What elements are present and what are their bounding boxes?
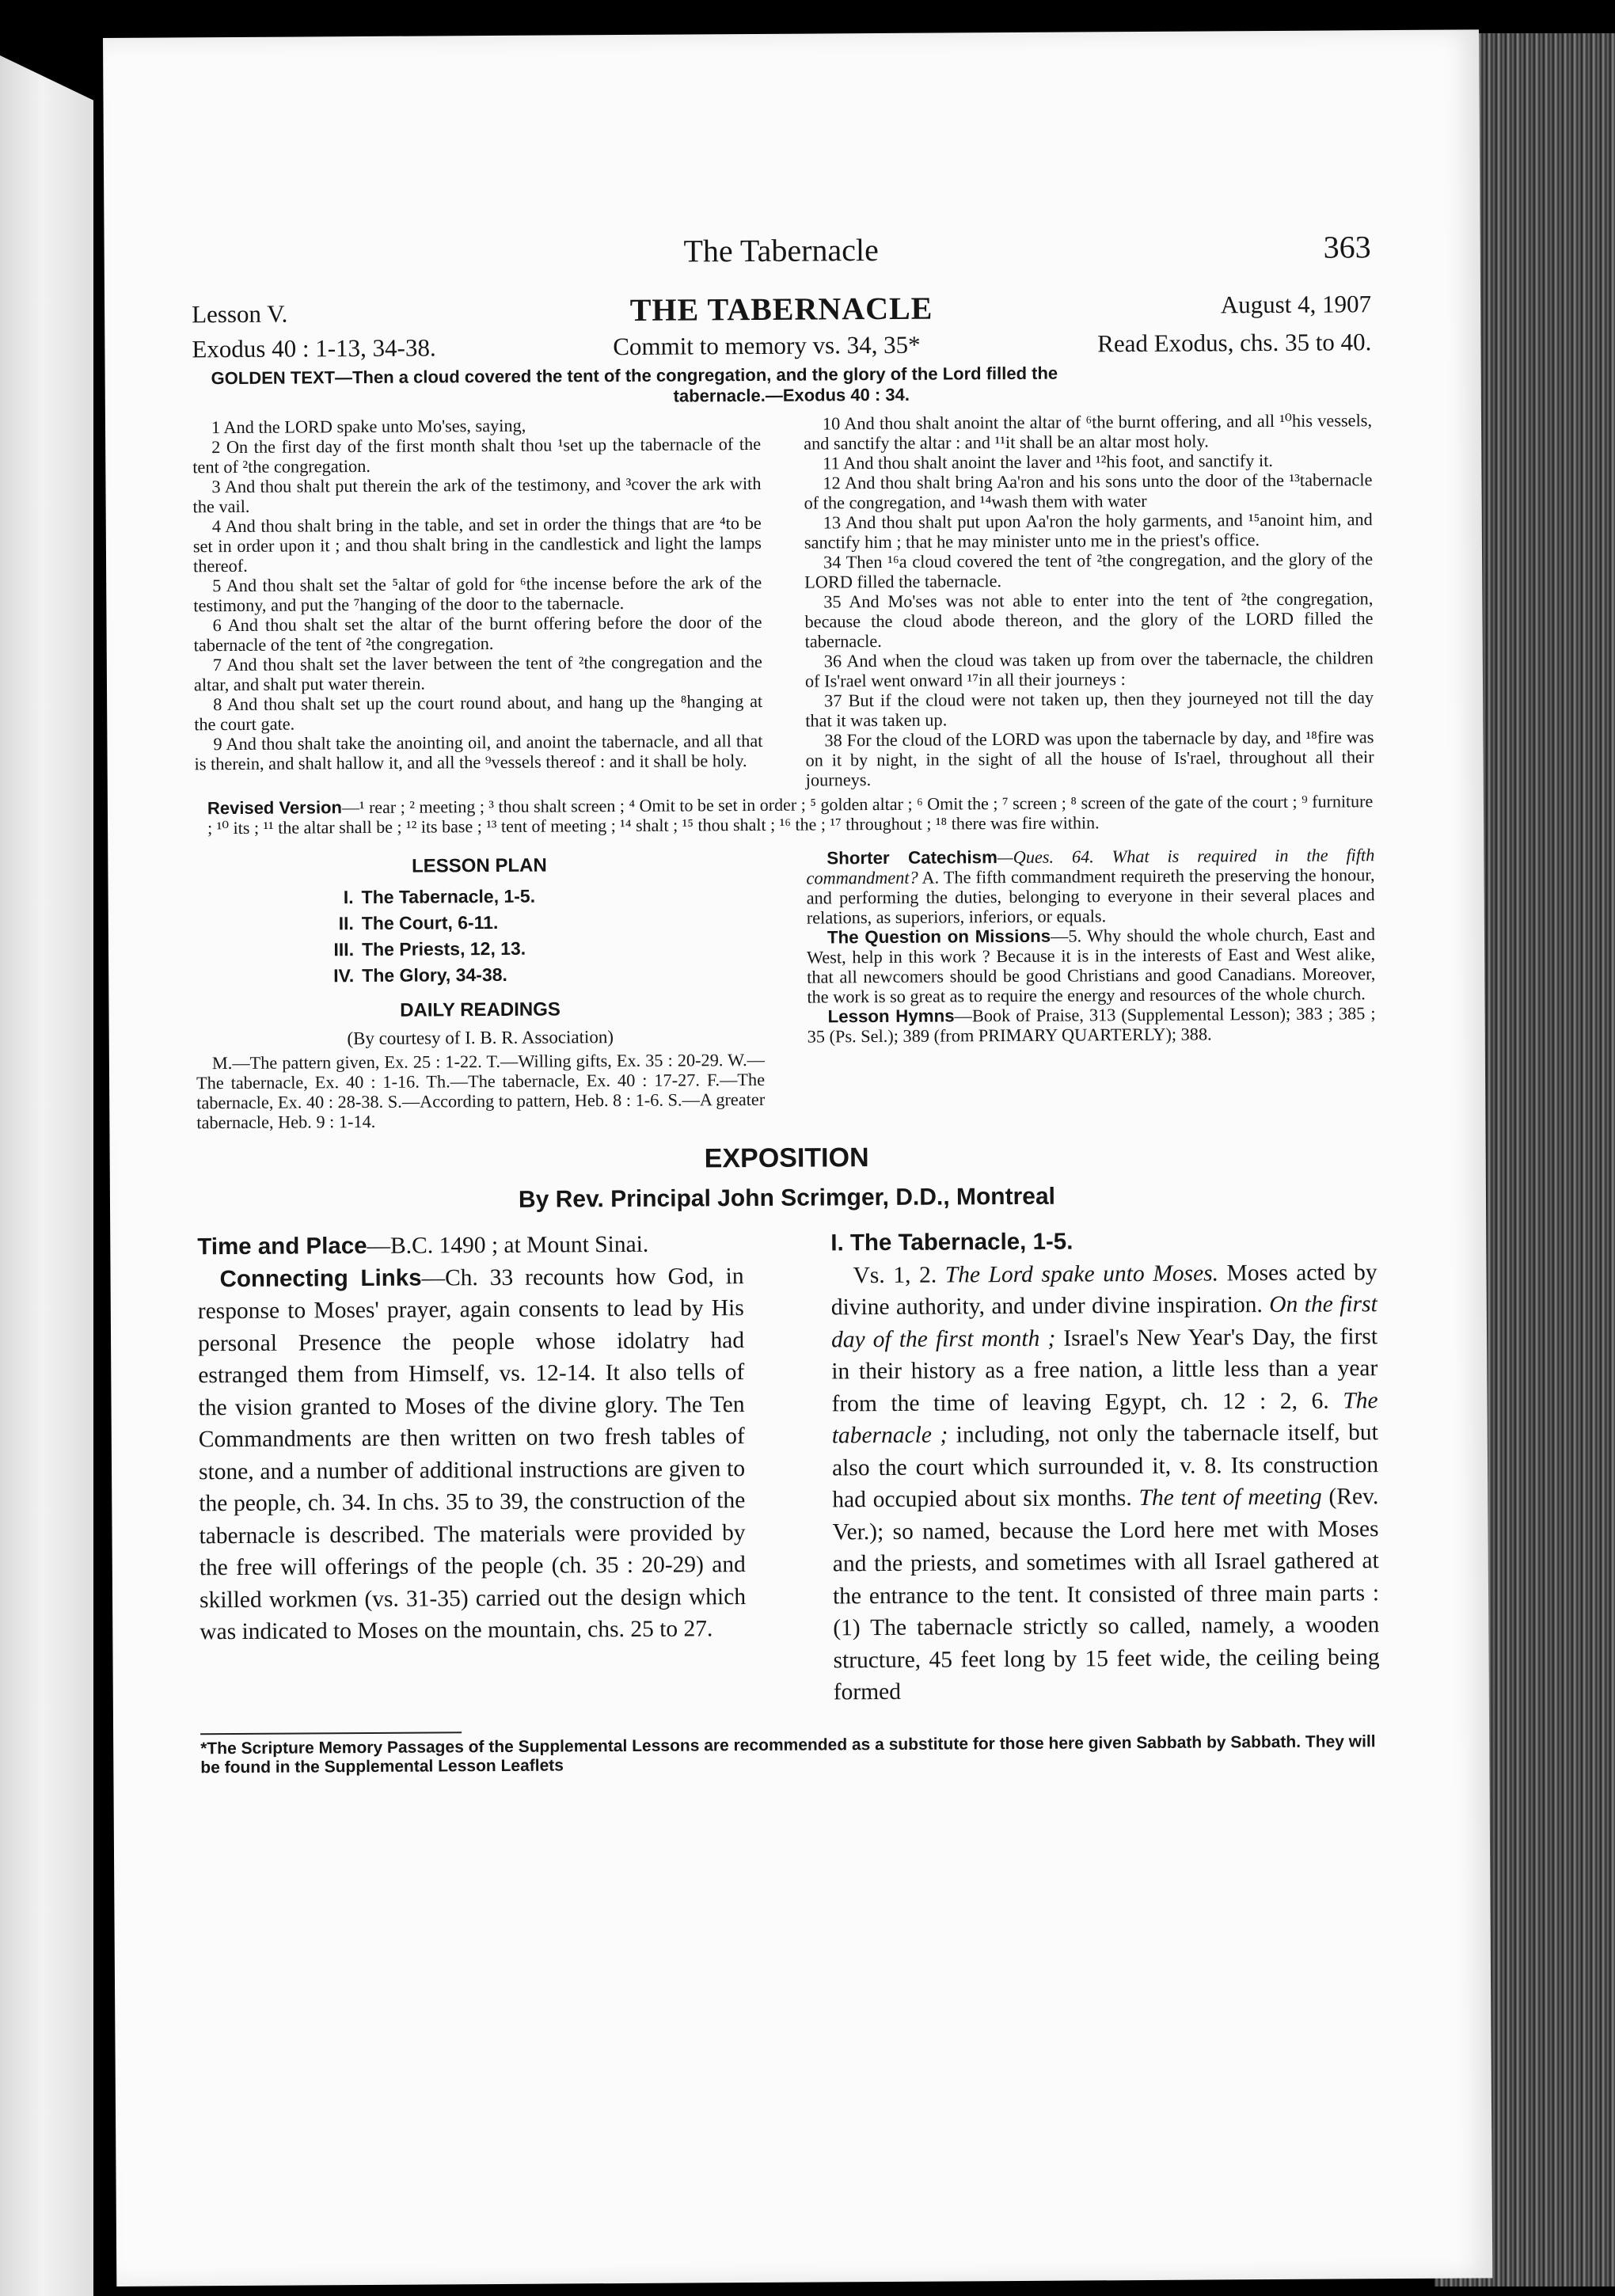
passage-reference: Exodus 40 : 1-13, 34-38.	[192, 333, 436, 363]
text-run: including, not only the tabernacle itself, but also the court which surrounded it, v. 8. Its construction had occupied about six months.	[831, 1420, 1379, 1513]
plan-numeral: I.	[343, 887, 354, 908]
daily-readings-text: M.—The pattern given, Ex. 25 : 1-22. T.—Willing gifts, Ex. 35 : 20-29. W.—The tabernacle, Ex. 40 : 1-16. Th.—The tabernacle, Ex. 40 : 17-27. F.—The tabernacle, Ex. 40 : 28-38. S.—According to pattern, Heb. 8 : 1-6. S.—A greater tabernacle, Heb. 9 : 1-14.	[196, 1049, 766, 1133]
lesson-date: August 4, 1907	[1220, 290, 1372, 319]
golden-text-rest: tabernacle.—Exodus 40 : 34.	[673, 384, 910, 406]
catechism-answer: A. The fifth commandment requireth the preserving the honour, and performing the duties, belonging to everyone in their several places and relations, as superiors, inferiors, or equals.	[806, 865, 1375, 928]
memory-verses: Commit to memory vs. 34, 35*	[613, 330, 921, 361]
daily-readings-title: DAILY READINGS	[400, 998, 560, 1021]
hymns-text: —Book of Praise, 313 (Supplemental Lesson); 383 ; 385 ; 35 (Ps. Sel.); 389 (from PRIMARY QUARTERLY); 388.	[807, 1003, 1376, 1047]
plan-numeral: IV.	[333, 965, 355, 986]
plan-text: The Priests, 12, 13.	[361, 937, 526, 960]
plan-text: The Tabernacle, 1-5.	[361, 885, 536, 908]
lesson-heading	[192, 287, 1371, 332]
exposition-body	[197, 1224, 1380, 1712]
text-run: Vs. 1, 2.	[853, 1262, 945, 1288]
time-and-place	[197, 1228, 743, 1264]
exposition-left-column	[197, 1228, 747, 1712]
verse: 6 And thou shalt set the altar of the burnt offering before the door of the tabernacle of the tent of ²the congregation.	[193, 611, 762, 656]
verse: 8 And thou shalt set up the court round about, and hang up the ⁸hanging at the court gate.	[194, 690, 763, 735]
author-line: By Rev. Principal John Scrimger, D.D., Montreal	[518, 1183, 1056, 1213]
missions-label: The Question on Missions	[826, 926, 1051, 948]
connecting-links-text: —Ch. 33 recounts how God, in response to Moses' prayer, again consents to lead by His personal Presence the people whose idolatry had estranged them from Himself, vs. 12-14. It also tells of the vision granted to Moses of the divine glory. The Ten Commandments are then written on two fresh tables of stone, and a number of additional instructions are given to the people, ch. 34. In chs. 35 to 39, the construction of the tabernacle is described. The materials were provided by the free will offerings of the people (ch. 35 : 20-29) and skilled workmen (vs. 31-35) carried out the design which was indicated to Moses on the mountain, chs. 25 to 27.	[197, 1263, 747, 1645]
shorter-catechism	[806, 845, 1375, 927]
catechism-ques: —Ques. 64.	[997, 846, 1094, 868]
verse: 9 And thou shalt take the anointing oil, and anoint the tabernacle, and all that is therein, and shalt hallow it, and all the ⁹vessels thereof : and it shall be holy.	[194, 730, 763, 774]
scripture-left-column	[192, 414, 763, 793]
previous-page-edge	[0, 55, 93, 2296]
exposition-right-column	[830, 1224, 1380, 1709]
golden-text-main: —Then a cloud covered the tent of the congregation, and the glory of the Lord filled the	[335, 363, 1058, 388]
running-head	[192, 228, 1371, 286]
text-run: The Lord spake unto Moses.	[944, 1260, 1219, 1288]
lesson-plan-title: LESSON PLAN	[411, 854, 547, 877]
scripture-right-column	[804, 410, 1374, 789]
text-run: The tent of meeting	[1138, 1484, 1322, 1511]
verse: 11 And thou shalt anoint the laver and ¹²his foot, and sanctify it.	[823, 450, 1273, 473]
verse: 5 And thou shalt set the ⁵altar of gold for ⁶the incense before the ark of the testimony, and put the ⁷hanging of the door to the tabernacle.	[193, 572, 762, 616]
footnote-rule	[200, 1732, 462, 1735]
exposition-paragraph	[830, 1256, 1379, 1709]
catechism-label: Shorter Catechism	[826, 847, 998, 869]
verse: 36 And when the cloud was taken up from over the tabernacle, the children of Is'rael went onward ¹⁷in all their journeys :	[804, 648, 1374, 691]
text-run: Moses acted by divine authority, and under divine inspiration.	[830, 1259, 1378, 1321]
verse: 13 And thou shalt put upon Aa'ron the holy garments, and ¹⁵anoint him, and sanctify him ; that he may minister unto me in the priest's office.	[804, 509, 1373, 553]
verse: 4 And thou shalt bring in the table, and set in order the things that are ⁴to be set in order upon it ; and thou shalt bring in the candlestick and light the lamps thereof.	[192, 512, 762, 576]
list-item	[322, 908, 764, 937]
reading-reference: Read Exodus, chs. 35 to 40.	[1097, 328, 1372, 358]
plan-numeral: II.	[338, 913, 354, 934]
revised-version-text: —¹ rear ; ² meeting ; ³ thou shalt screen ; ⁴ Omit to be set in order ; ⁵ golden altar ; ⁶ Omit the ; ⁷ screen ; ⁸ screen of the gate of the court ; ⁹ furniture ; ¹⁰ its ; ¹¹ the altar shall be ; ¹² its base ; ¹³ tent of meeting ; ¹⁴ shalt ; ¹⁵ thou shalt ; ¹⁶ the ; ¹⁷ throughout ; ¹⁸ there was fire within.	[207, 791, 1374, 838]
section-heading-text: I. The Tabernacle, 1-5.	[830, 1228, 1074, 1256]
verse: 38 For the cloud of the LORD was upon the tabernacle by day, and ¹⁸fire was on it by night, in the sight of all the house of Is'rael, throughout all their journeys.	[805, 727, 1374, 790]
page-content	[192, 228, 1381, 1777]
page-number: 363	[1323, 229, 1371, 265]
verse: 1 And the LORD spake unto Mo'ses, saying,	[211, 415, 526, 438]
verse: 7 And thou shalt set the laver between the tent of ²the congregation and the altar, and shalt put water therein.	[193, 651, 762, 695]
verse: 34 Then ¹⁶a cloud covered the tent of ²the congregation, and the glory of the LORD filled the tabernacle.	[804, 549, 1374, 592]
verse: 37 But if the cloud were not taken up, then they journeyed not till the day that it was taken up.	[805, 687, 1374, 731]
verse: 2 On the first day of the first month shalt thou ¹set up the tabernacle of the tent of ²the congregation.	[192, 433, 762, 477]
lesson-aids	[195, 845, 1376, 1132]
plan-numeral: III.	[333, 939, 355, 960]
daily-readings-credit: (By courtesy of I. B. R. Association)	[347, 1027, 614, 1049]
revised-version-label: Revised Version	[207, 797, 343, 819]
verse: 35 And Mo'ses was not able to enter into the tent of ²the congregation, because the cloud abode thereon, and the glory of the LORD filled the tabernacle.	[804, 588, 1374, 652]
list-item	[322, 960, 764, 989]
connecting-links	[197, 1260, 746, 1648]
footnote-text: *The Scripture Memory Passages of the Supplemental Lessons are recommended as a substitute for those here given Sabbath by Sabbath. They will be found in the Supplemental Lesson Leaflets	[200, 1732, 1376, 1777]
list-item	[322, 882, 764, 910]
connecting-links-label: Connecting Links	[219, 1264, 422, 1292]
plan-text: The Glory, 34-38.	[362, 964, 507, 986]
book-page	[103, 29, 1492, 2286]
verse: 3 And thou shalt put therein the ark of the testimony, and ³cover the ark with the vail.	[192, 473, 762, 517]
revised-version-notes	[207, 791, 1374, 838]
plan-text: The Court, 6-11.	[361, 911, 499, 934]
lesson-title: THE TABERNACLE	[629, 290, 933, 328]
verse: 10 And thou shalt anoint the altar of ⁶the burnt offering, and all ¹⁰his vessels, and sanctify the altar : and ¹¹it shall be an altar most holy.	[804, 410, 1373, 454]
verse: 12 And thou shalt bring Aa'ron and his sons unto the door of the ¹³tabernacle of the congregation, and ¹⁴wash them with water	[804, 469, 1373, 513]
hymns-label: Lesson Hymns	[827, 1005, 955, 1027]
text-run: The tabernacle ;	[831, 1387, 1378, 1449]
golden-text	[211, 361, 1372, 409]
footnote	[200, 1726, 1380, 1777]
text-run: Israel's New Year's Day, the first in their history as a free nation, a little less than a year from the time of leaving Egypt, ch. 12 : 2, 6.	[831, 1323, 1378, 1416]
list-item	[322, 934, 764, 963]
golden-text-label: GOLDEN TEXT	[211, 367, 336, 389]
passage-line	[192, 328, 1371, 363]
lesson-hymns	[807, 1003, 1375, 1046]
time-place-label: Time and Place	[197, 1232, 367, 1260]
missions-question	[807, 924, 1376, 1006]
section-heading	[830, 1224, 1377, 1260]
lesson-plan-list	[322, 882, 765, 989]
text-run: On the first day of the first month ;	[830, 1291, 1378, 1352]
time-place-text: —B.C. 1490 ; at Mount Sinai.	[367, 1231, 649, 1259]
text-run: (Rev. Ver.); so named, because the Lord here met with Moses and the priests, and sometimes with all Israel gathered at the entrance to the tent. It consisted of three main parts : (1) The tabernacle strictly so called, namely, a wooden structure, 45 feet long by 15 feet wide, the ceiling being formed	[832, 1484, 1380, 1705]
lesson-aids-right	[806, 845, 1376, 1128]
missions-text: —5. Why should the whole church, East and West, help in this work ? Because it is in the interests of East and West alike, that all newcomers should be good Christians and good Canadians. Moreover, the work is so great as to require the energy and resources of the whole church.	[807, 924, 1376, 1007]
scripture-text	[192, 410, 1374, 793]
lesson-aids-left	[195, 849, 765, 1132]
catechism-question: What is required in the fifth commandment?	[806, 845, 1375, 888]
lesson-number: Lesson V.	[192, 299, 288, 329]
exposition-title: EXPOSITION	[704, 1142, 869, 1174]
running-title: The Tabernacle	[683, 232, 879, 269]
